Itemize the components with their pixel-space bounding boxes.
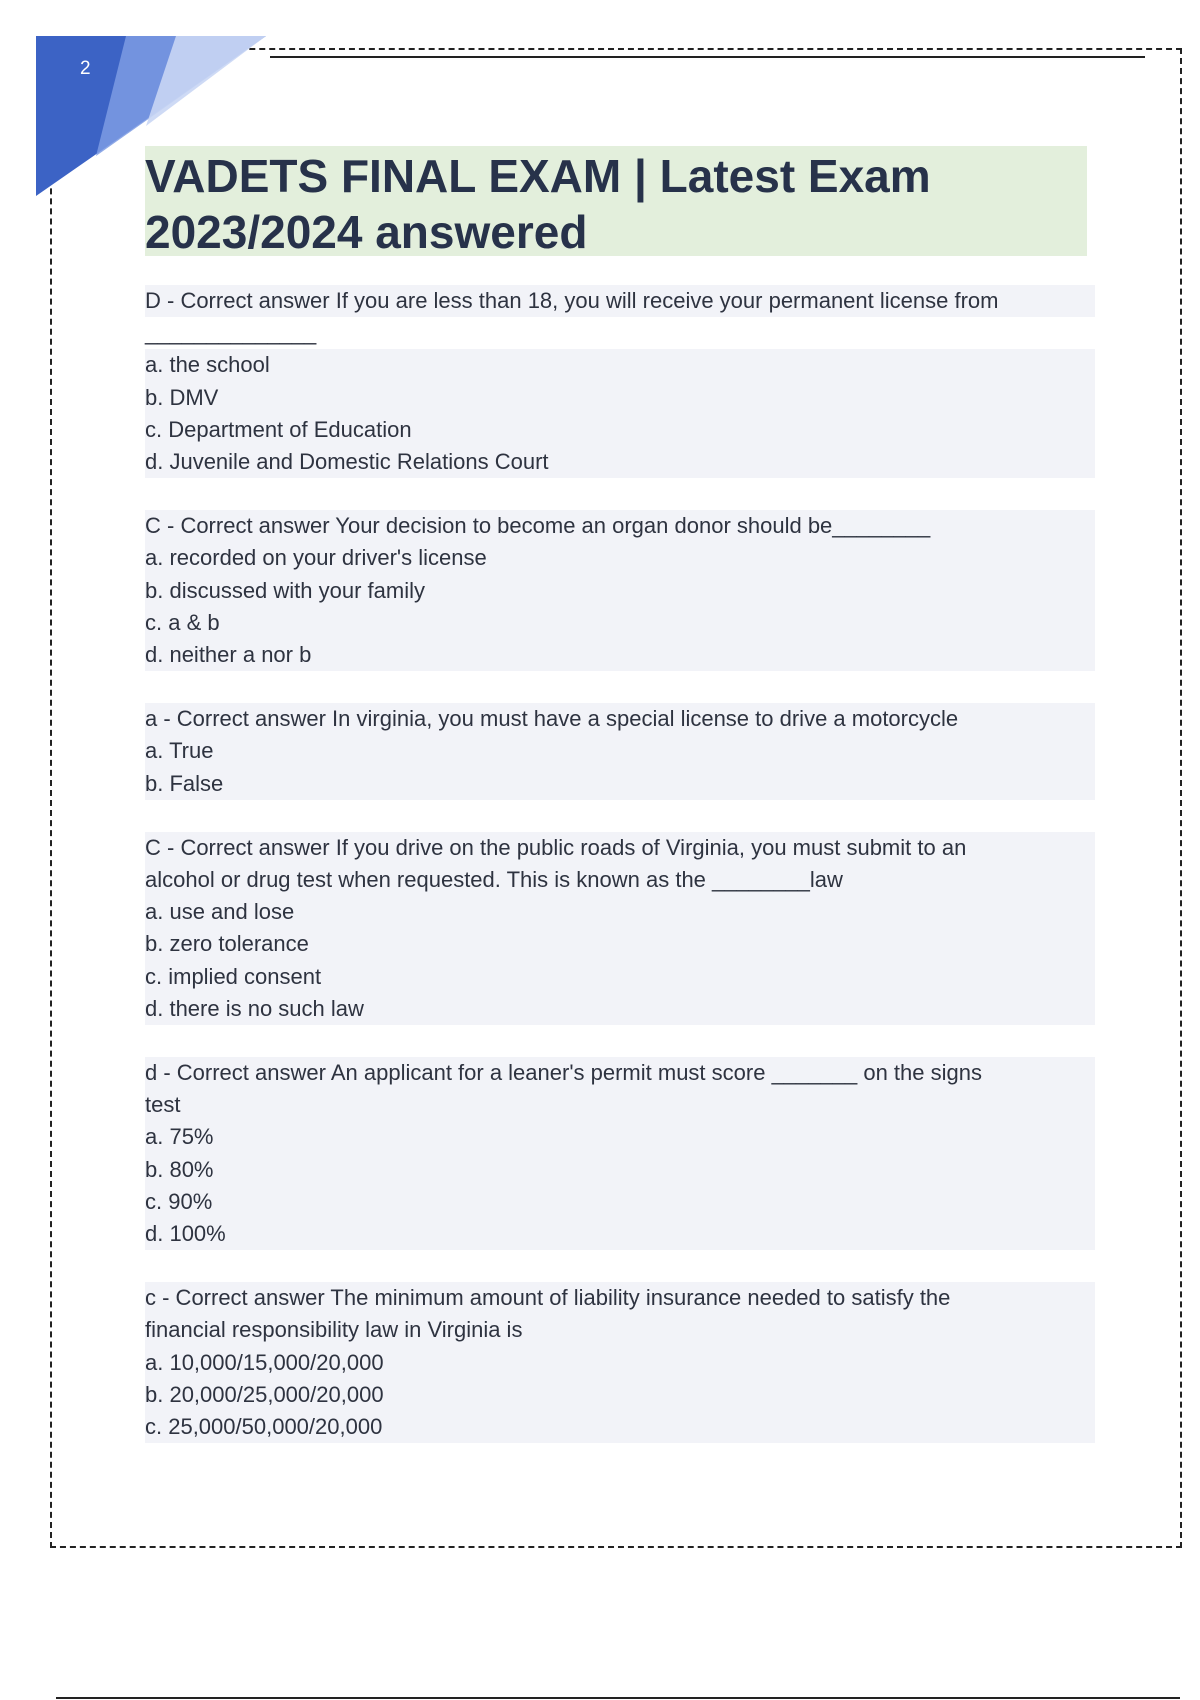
option: c. 90%: [145, 1186, 1095, 1218]
option: b. DMV: [145, 382, 1095, 414]
question-text: a - Correct answer In virginia, you must have a special license to drive a motorcycle: [145, 703, 1095, 735]
question-block: [145, 703, 1095, 800]
option: b. False: [145, 768, 1095, 800]
title-box: [145, 146, 1087, 256]
question-text: C - Correct answer If you drive on the public roads of Virginia, you must submit to an: [145, 832, 1095, 864]
question-text: C - Correct answer Your decision to become an organ donor should be________: [145, 510, 1095, 542]
option: c. implied consent: [145, 961, 1095, 993]
option: a. use and lose: [145, 896, 1095, 928]
question-text: c - Correct answer The minimum amount of liability insurance needed to satisfy the: [145, 1282, 1095, 1314]
option: b. 80%: [145, 1154, 1095, 1186]
answer-blank: ______________: [145, 320, 317, 346]
question-block: [145, 1057, 1095, 1250]
option: d. neither a nor b: [145, 639, 1095, 671]
option: a. 75%: [145, 1121, 1095, 1153]
option: d. there is no such law: [145, 993, 1095, 1025]
question-block: [145, 832, 1095, 1025]
question-block: [145, 285, 1095, 478]
top-rule: [270, 56, 1145, 58]
question-text: financial responsibility law in Virginia is: [145, 1314, 1095, 1346]
option: a. True: [145, 735, 1095, 767]
question-text: alcohol or drug test when requested. This is known as the ________law: [145, 864, 1095, 896]
question-text: test: [145, 1089, 1095, 1121]
option: a. recorded on your driver's license: [145, 542, 1095, 574]
option: d. Juvenile and Domestic Relations Court: [145, 446, 1095, 478]
title-line-2: 2023/2024 answered: [145, 206, 588, 258]
option: a. 10,000/15,000/20,000: [145, 1347, 1095, 1379]
option: b. 20,000/25,000/20,000: [145, 1379, 1095, 1411]
option: c. a & b: [145, 607, 1095, 639]
option: a. the school: [145, 349, 1095, 381]
bottom-rule: [56, 1697, 1180, 1699]
option: b. zero tolerance: [145, 928, 1095, 960]
page-number: 2: [80, 58, 91, 79]
question-text: d - Correct answer An applicant for a leaner's permit must score _______ on the signs: [145, 1057, 1095, 1089]
option: d. 100%: [145, 1218, 1095, 1250]
question-list: [145, 285, 1095, 1475]
page-title: [145, 148, 1087, 260]
option: c. Department of Education: [145, 414, 1095, 446]
question-text: D - Correct answer If you are less than 18, you will receive your permanent license from: [145, 285, 1095, 317]
question-block: [145, 1282, 1095, 1443]
question-block: [145, 510, 1095, 671]
option: b. discussed with your family: [145, 575, 1095, 607]
option: c. 25,000/50,000/20,000: [145, 1411, 1095, 1443]
title-line-1: VADETS FINAL EXAM | Latest Exam: [145, 150, 931, 202]
